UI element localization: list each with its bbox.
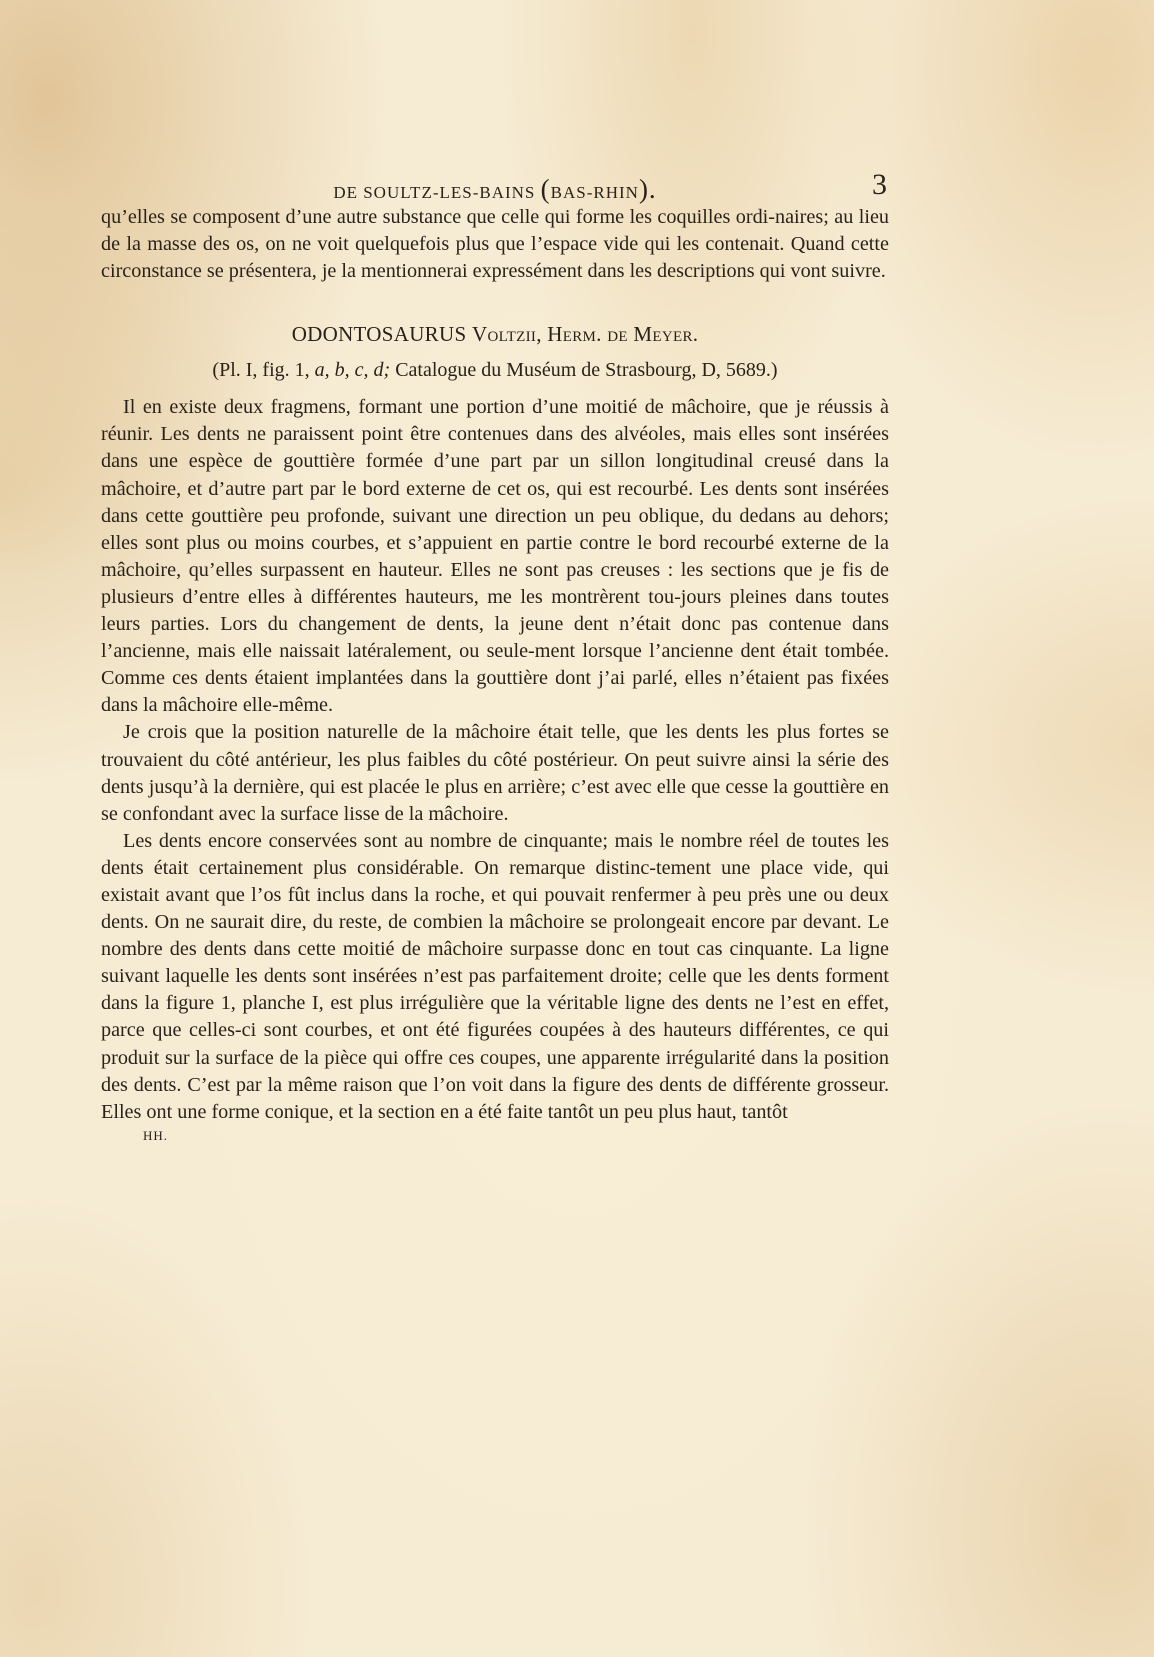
specimen-reference (101, 356, 889, 384)
specimen-reference-figures: a, b, c, d; (314, 359, 391, 382)
species-heading (101, 320, 889, 348)
specimen-reference-catalogue: Catalogue du Muséum de Strasbourg, D, 5689.) (390, 359, 778, 382)
species-authority: Voltzii, Herm. de Meyer. (472, 322, 699, 347)
species-genus: ODONTOSAURUS (291, 322, 467, 347)
intro-paragraph: qu’elles se composent d’une autre substance que celle qui forme les coquilles ordi-naires; au lieu de la masse des os, on ne voit quelquefois plus que l’espace vide qui les contenait. Quand cette circonstance se présentera, je la mentionnerai expressément dans les descriptions qui vont suivre. (101, 206, 889, 283)
paragraph-teeth-count: Les dents encore conservées sont au nombre de cinquante; mais le nombre réel de toutes les dents était certainement plus considérable. On remarque distinc-tement une place vide, qui existait avant que l’os fût inclus dans la roche, et qui pouvait renfermer à peu près une ou deux dents. On ne saurait dire, du reste, de combien la mâchoire se prolongeait encore par devant. Le nombre des dents dans cette moitié de mâchoire surpasse donc en tout cas cinquante. La ligne suivant laquelle les dents sont insérées n’est pas parfaitement droite; celle que les dents forment dans la figure 1, planche I, est plus irrégulière que la véritable ligne des dents ne l’est en effet, parce que celles-ci sont courbes, et ont été figurées coupées à des hauteurs différentes, ce qui produit sur la surface de la pièce qui offre ces coupes, une apparente irrégularité dans la position des dents. C’est par la même raison que l’on voit dans la figure des dents de différente grosseur. Elles ont une forme conique, et la section en a été faite tantôt un peu plus haut, tantôt (101, 829, 889, 1123)
specimen-reference-prefix: (Pl. I, fig. 1, (212, 359, 315, 382)
running-head (101, 168, 889, 204)
running-title-paren-close: ). (638, 174, 657, 204)
page-number: 3 (872, 168, 887, 201)
paragraph-teeth-insertion: Il en existe deux fragmens, formant une portion d’une moitié de mâchoire, que je réussis à réunir. Les dents ne paraissent point être contenues dans des alvéoles, mais elles sont insérées dans une espèce de gouttière formée d’une part par un sillon longitudinal creusé dans la mâchoire, et d’autre part par le bord externe de cet os, qui est recourbé. Les dents sont insérées dans cette gouttière peu profonde, suivant une direction un peu oblique, du dedans au dehors; elles sont plus ou moins courbes, et s’appuient en partie contre le bord recourbé externe de la mâchoire, qu’elles surpassent en hauteur. Elles ne sont pas creuses : les sections que je fis de plusieurs d’entre elles à différentes hauteurs, me les montrèrent tou-jours pleines dans toutes leurs parties. Lors du changement de dents, la jeune dent n’était donc pas contenue dans l’ancienne, mais elle naissait latéralement, ou seule-ment lorsque l’ancienne dent était tombée. Comme ces dents étaient implantées dans la gouttière dont j’ai parlé, elles n’étaient pas fixées dans la mâchoire elle-même. (101, 396, 889, 717)
running-title-prefix: DE SOULTZ-LES-BAINS (333, 183, 541, 202)
running-title-region: BAS-RHIN (550, 183, 639, 202)
signature-mark: HH. (143, 1127, 169, 1143)
page-text-block (101, 168, 889, 1144)
running-title (101, 174, 889, 205)
paragraph-jaw-position: Je crois que la position naturelle de la mâchoire était telle, que les dents les plus fortes se trouvaient du côté antérieur, les plus faibles du côté postérieur. On peut suivre ainsi la série des dents jusqu’à la dernière, qui est placée le plus en arrière; c’est avec elle que cesse la gouttière en se confondant avec la surface lisse de la mâchoire. (101, 721, 889, 825)
description-body (101, 394, 889, 1126)
running-title-paren-open: ( (540, 174, 551, 204)
